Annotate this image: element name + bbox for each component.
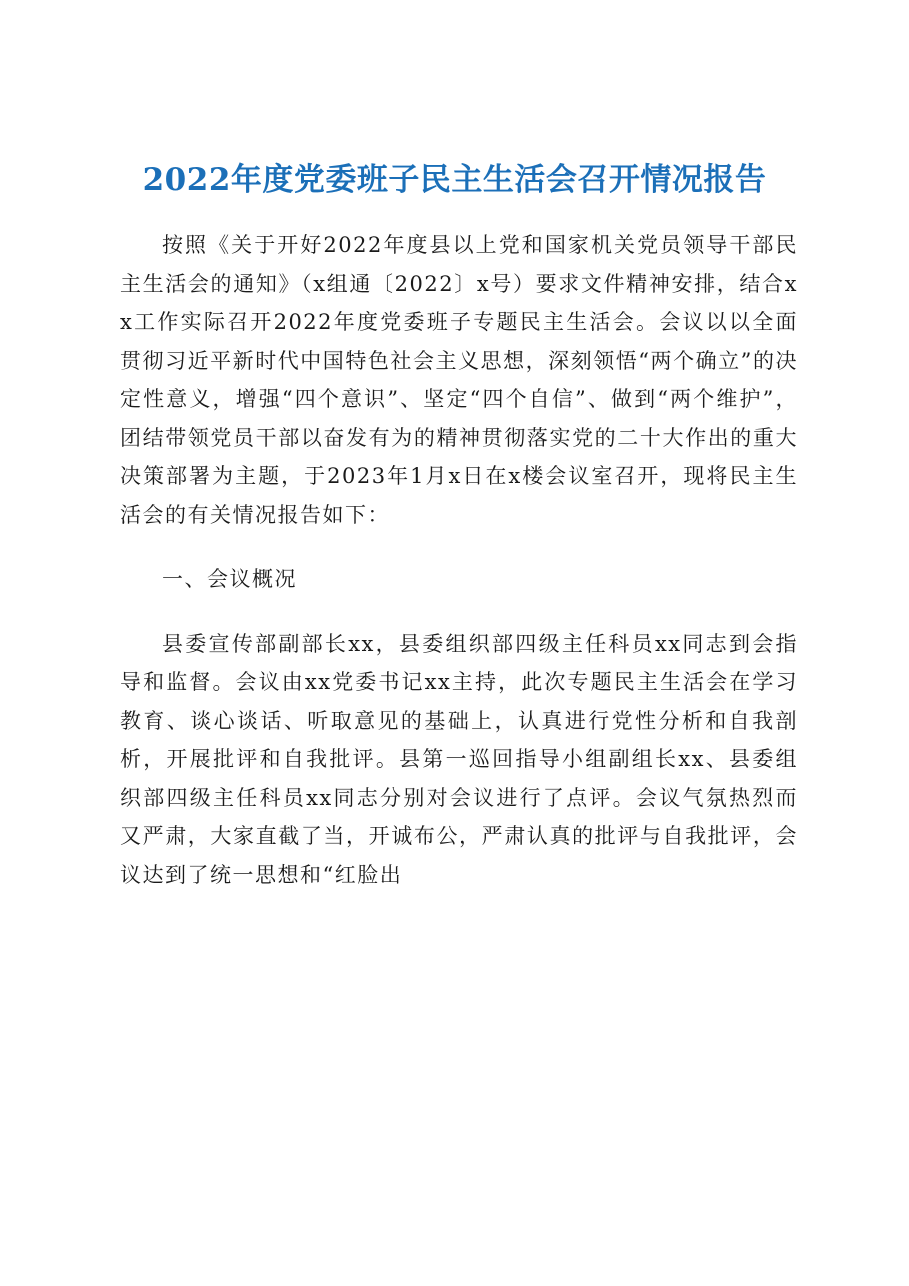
intro-paragraph: 按照《关于开好2022年度县以上党和国家机关党员领导干部民主生活会的通知》（x组通〔2022〕x号）要求文件精神安排，结合xx工作实际召开2022年度党委班子专题民主生活会。会议以以全面贯彻习近平新时代中国特色社会主义思想，深刻领悟“两个确立”的决定性意义，增强“四个意识”、坚定“四个自信”、做到“两个维护”，团结带领党员干部以奋发有为的精神贯彻落实党的二十大作出的重大决策部署为主题，于2023年1月x日在x楼会议室召开，现将民主生活会的有关情况报告如下：: [120, 233, 798, 527]
document-title: 2022年度党委班子民主生活会召开情况报告: [142, 162, 767, 198]
meeting-overview-paragraph: 县委宣传部副部长xx，县委组织部四级主任科员xx同志到会指导和监督。会议由xx党委书记xx主持，此次专题民主生活会在学习教育、谈心谈话、听取意见的基础上，认真进行党性分析和自我剖析，开展批评和自我批评。县第一巡回指导小组副组长xx、县委组织部四级主任科员xx同志分别对会议进行了点评。会议气氛热烈而又严肃，大家直截了当，开诚布公，严肃认真的批评与自我批评，会议达到了统一思想和“红脸出: [120, 631, 798, 887]
section-heading-meeting-overview: 一、会议概况: [162, 567, 297, 591]
document-body: [120, 226, 798, 894]
